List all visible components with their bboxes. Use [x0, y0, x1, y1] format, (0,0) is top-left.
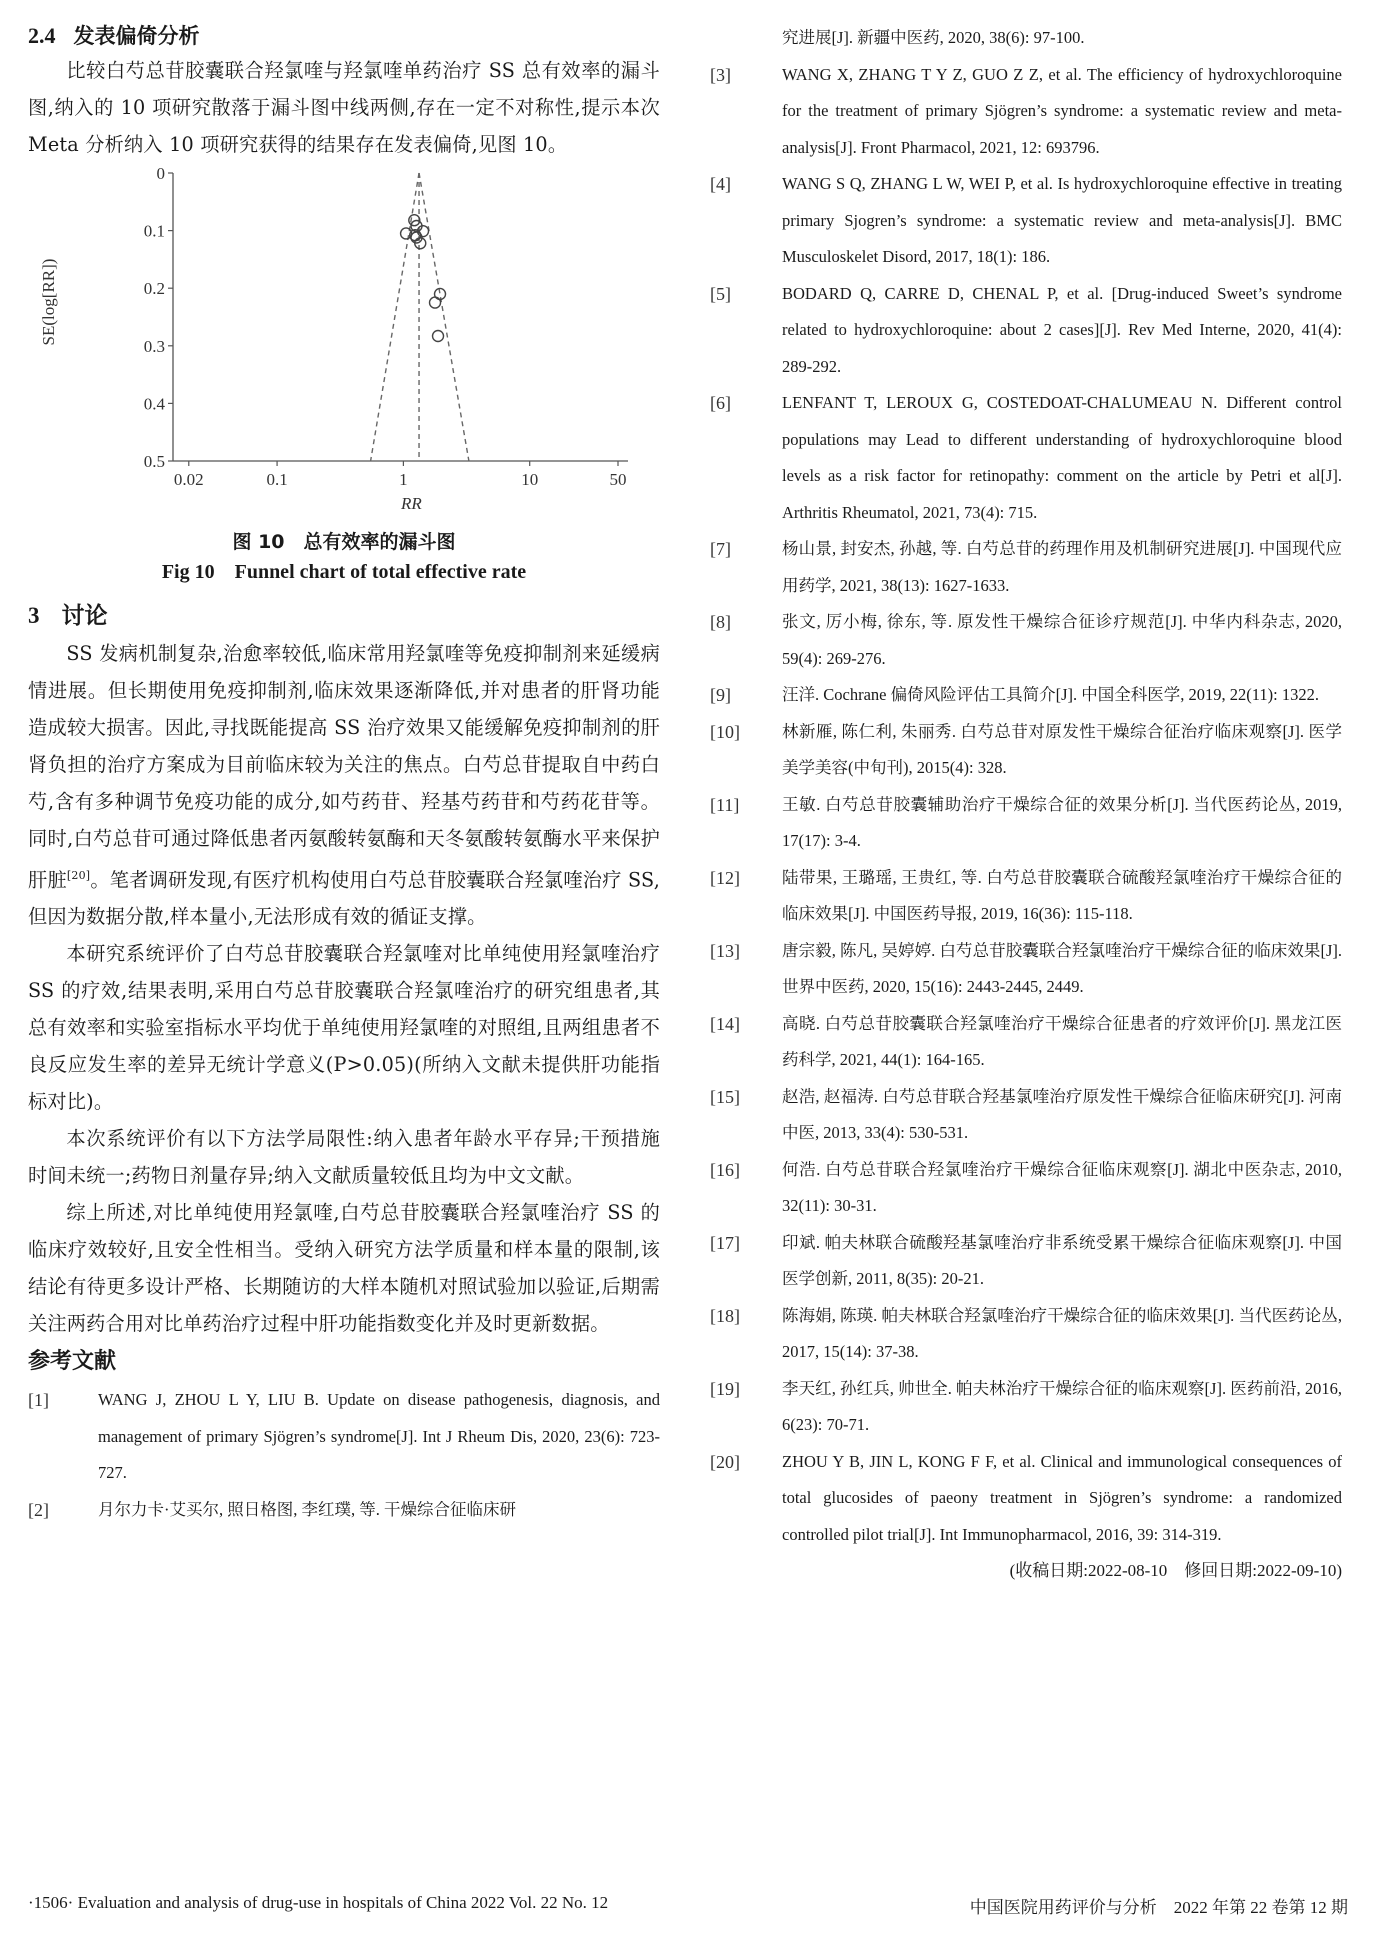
x-tick-label: 0.02 — [173, 470, 204, 489]
y-tick-label: 0.3 — [143, 336, 165, 356]
reference-item: [1] WANG J, ZHOU L Y, LIU B. Update on disease pathogenesis, diagnosis, and management of primary Sjögren’s syndrome[J]. Int J Rheum Dis, 2020, 23(6): 723-727. — [28, 1390, 660, 1483]
footer-left: ·1506· Evaluation and analysis of drug-use in hospitals of China 2022 Vol. 22 No. 12 — [28, 1893, 609, 1912]
funnel-left-bound — [371, 173, 419, 461]
figure-caption-cn: 图 10 总有效率的漏斗图 — [232, 531, 456, 553]
reference-item: [12] 陆带果, 王璐瑶, 王贵红, 等. 白芍总苷胶囊联合硫酸羟氯喹治疗干燥综合征的临床效果[J]. 中国医药导报, 2019, 16(36): 115-118. — [710, 867, 1342, 923]
x-axis-label: RR — [400, 494, 422, 513]
reference-item: [15] 赵浩, 赵福涛. 白芍总苷联合羟基氯喹治疗原发性干燥综合征临床研究[J]. 河南中医, 2013, 33(4): 530-531. — [710, 1086, 1342, 1142]
reference-item: [4] WANG S Q, ZHANG L W, WEI P, et al. Is hydroxychloroquine effective in treating primary Sjogren’s syndrome: a systematic review and meta-analysis[J]. BMC Musculoskelet Disord, 2017, 18(1): 186. — [710, 174, 1342, 266]
reference-item: [19] 李天红, 孙红兵, 帅世全. 帕夫林治疗干燥综合征的临床观察[J]. 医药前沿, 2016, 6(23): 70-71. — [710, 1378, 1342, 1434]
citation-link[interactable]: [20] — [66, 869, 91, 882]
reference-item: [16] 何浩. 白芍总苷联合羟氯喹治疗干燥综合征临床观察[J]. 湖北中医杂志, 2010, 32(11): 30-31. — [710, 1159, 1342, 1215]
reference-item: [7] 杨山景, 封安杰, 孙越, 等. 白芍总苷的药理作用及机制研究进展[J]. 中国现代应用药学, 2021, 38(13): 1627-1633. — [710, 539, 1342, 595]
discussion-paragraph-3: 本次系统评价有以下方法学局限性:纳入患者年龄水平存异;干预措施时间未统一;药物日剂量存异;纳入文献质量较低且均为中文文献。 — [28, 1127, 660, 1188]
y-tick-label: 0.2 — [143, 279, 165, 299]
figure-caption-en: Fig 10 Funnel chart of total effective rate — [161, 561, 527, 583]
right-column — [710, 20, 1342, 1589]
reference-item: [17] 印斌. 帕夫林联合硫酸羟基氯喹治疗非系统受累干燥综合征临床观察[J]. 中国医学创新, 2011, 8(35): 20-21. — [710, 1232, 1342, 1288]
y-tick-label: 0.1 — [143, 221, 165, 241]
reference-item: [13] 唐宗毅, 陈凡, 吴婷婷. 白芍总苷胶囊联合羟氯喹治疗干燥综合征的临床效果[J]. 世界中医药, 2020, 15(16): 2443-2445, 2449. — [710, 940, 1342, 996]
study-point — [430, 297, 441, 308]
x-tick-label: 0.1 — [266, 470, 288, 489]
page-footer — [28, 1893, 1348, 1918]
reference-item: [2] 月尔力卡·艾买尔, 照日格图, 李红璞, 等. 干燥综合征临床研 — [28, 1499, 516, 1520]
funnel-plot-chart — [28, 163, 660, 523]
section-2-4-paragraph: 比较白芍总苷胶囊联合羟氯喹与羟氯喹单药治疗 SS 总有效率的漏斗图,纳入的 10 项研究散落于漏斗图中线两侧,存在一定不对称性,提示本次 Meta 分析纳入 10 项研究获得的结果存在发表偏倚,见图 10。 — [28, 59, 660, 156]
footer-right: 中国医院用药评价与分析 2022 年第 22 卷第 12 期 — [969, 1898, 1348, 1917]
section-heading-2-4: 2.4 发表偏倚分析 — [28, 23, 200, 48]
reference-item: [6] LENFANT T, LEROUX G, COSTEDOAT-CHALUMEAU N. Different control populations may Lead to different understanding of hydroxychloroquine blood levels as a risk factor for retinopathy: comment on the article by Petri et al[J]. Arthritis Rheumatol, 2021, 73(4): 715. — [710, 393, 1342, 522]
reference-item: [5] BODARD Q, CARRE D, CHENAL P, et al. [Drug-induced Sweet’s syndrome related to hydroxychloroquine: about 2 cases][J]. Rev Med Interne, 2020, 41(4): 289-292. — [710, 283, 1342, 376]
received-date: (收稿日期:2022-08-10 修回日期:2022-09-10) — [1009, 1561, 1342, 1580]
reference-item: [20] ZHOU Y B, JIN L, KONG F F, et al. Clinical and immunological consequences of total glucosides of paeony treatment in Sjögren’s syndrome: a randomized controlled pilot trial[J]. Int Immunopharmacol, 2016, 39: 314-319. — [710, 1451, 1342, 1544]
study-point — [433, 331, 444, 342]
funnel-right-bound — [419, 173, 469, 461]
reference-item: [11] 王敏. 白芍总苷胶囊辅助治疗干燥综合征的效果分析[J]. 当代医药论丛, 2019, 17(17): 3-4. — [710, 794, 1342, 850]
y-tick-label: 0 — [156, 164, 165, 183]
references-heading: 参考文献 — [28, 1349, 117, 1375]
y-axis-label: SE(log[RR]) — [39, 258, 58, 346]
discussion-paragraph-4: 综上所述,对比单纯使用羟氯喹,白芍总苷胶囊联合羟氯喹治疗 SS 的临床疗效较好,且安全性相当。受纳入研究方法学质量和样本量的限制,该结论有待更多设计严格、长期随访的大样本随机对照试验加以验证,后期需关注两药合用对比单药治疗过程中肝功能指数变化并及时更新数据。 — [28, 1201, 660, 1336]
x-tick-label: 50 — [609, 470, 627, 489]
left-column — [28, 20, 660, 1528]
y-tick-label: 0.4 — [143, 394, 165, 414]
reference-item: [3] WANG X, ZHANG T Y Z, GUO Z Z, et al. The efficiency of hydroxychloroquine for the treatment of primary Sjögren’s syndrome: a systematic review and meta-analysis[J]. Front Pharmacol, 2021, 12: 693796. — [710, 64, 1342, 157]
reference-item: [9] 汪洋. Cochrane 偏倚风险评估工具简介[J]. 中国全科医学, 2019, 22(11): 1322. — [710, 685, 1319, 705]
reference-item-continued: 究进展[J]. 新疆中医药, 2020, 38(6): 97-100. — [782, 28, 1085, 47]
x-tick-label: 10 — [521, 470, 539, 489]
reference-item: [18] 陈海娟, 陈瑛. 帕夫林联合羟氯喹治疗干燥综合征的临床效果[J]. 当代医药论丛, 2017, 15(14): 37-38. — [710, 1305, 1342, 1361]
reference-item: [8] 张文, 厉小梅, 徐东, 等. 原发性干燥综合征诊疗规范[J]. 中华内科杂志, 2020, 59(4): 269-276. — [710, 612, 1342, 668]
y-tick-label: 0.5 — [143, 452, 165, 471]
discussion-paragraph-2: 本研究系统评价了白芍总苷胶囊联合羟氯喹对比单纯使用羟氯喹治疗 SS 的疗效,结果表明,采用白芍总苷胶囊联合羟氯喹治疗的研究组患者,其总有效率和实验室指标水平均优于单纯使用羟氯喹的对照组,且两组患者不良反应发生率的差异无统计学意义(P>0.05)(所纳入文献未提供肝功能指标对比)。 — [28, 942, 660, 1114]
x-tick-label: 1 — [399, 470, 408, 489]
funnel-plot-figure — [28, 163, 660, 593]
discussion-paragraph-1: SS 发病机制复杂,治愈率较低,临床常用羟氯喹等免疫抑制剂来延缓病情进展。但长期使用免疫抑制剂,临床效果逐渐降低,并对患者的肝肾功能造成较大损害。因此,寻找既能提高 SS 治疗效果又能缓解免疫抑制剂的肝肾负担的治疗方案成为目前临床较为关注的焦点。白芍总苷提取自中药白芍,含有多种调节免疫功能的成分,如芍药苷、羟基芍药苷和芍药花苷等。同时,白芍总苷可通过降低患者丙氨酸转氨酶和天冬氨酸转氨酶水平来保护肝脏[20]。笔者调研发现,有医疗机构使用白芍总苷胶囊联合羟氯喹治疗 SS,但因为数据分散,样本量小,无法形成有效的循证支撑。 — [28, 642, 660, 929]
reference-item: [10] 林新雁, 陈仁利, 朱丽秀. 白芍总苷对原发性干燥综合征治疗临床观察[J]. 医学美学美容(中旬刊), 2015(4): 328. — [710, 721, 1342, 777]
section-heading-3: 3 讨论 — [28, 603, 108, 629]
reference-item: [14] 高晓. 白芍总苷胶囊联合羟氯喹治疗干燥综合征患者的疗效评价[J]. 黑龙江医药科学, 2021, 44(1): 164-165. — [710, 1013, 1342, 1069]
